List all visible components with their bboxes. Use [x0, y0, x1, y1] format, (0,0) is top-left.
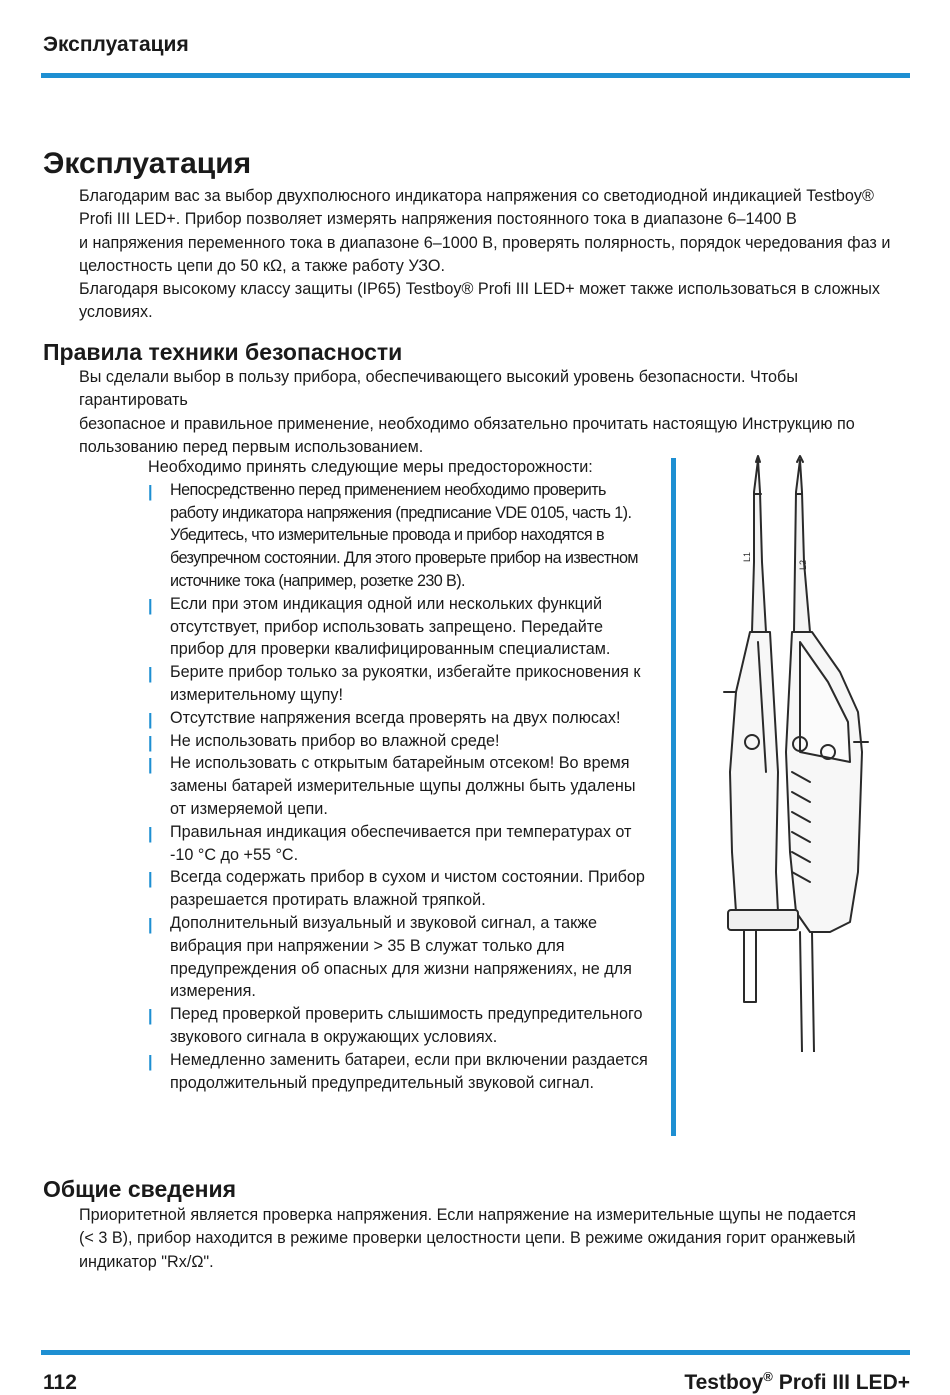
footer-brand: [684, 1369, 910, 1395]
bullet-bar: |: [148, 915, 153, 934]
list-item-text: Правильная индикация обеспечивается при температурах от -10 °C до +55 °C.: [170, 822, 632, 864]
operation-line: условиях.: [79, 303, 153, 322]
section-title-safety: Правила техники безопасности: [43, 339, 403, 365]
bullet-bar: |: [148, 596, 153, 615]
precautions-intro: Необходимо принять следующие меры предосторожности:: [148, 458, 593, 476]
bullet-bar: |: [148, 1052, 153, 1071]
safety-line: пользованию перед первым использованием.: [79, 437, 424, 456]
list-item-text: Непосредственно перед применением необходимо проверить работу индикатора напряжения (предписание VDE 0105, часть 1). Убедитесь, что измерительные провода и прибор находятся в безупречном состоянии. Для этого проверьте прибор на известном источнике тока (например, розетке 230 В).: [170, 480, 638, 590]
safety-text: [79, 366, 909, 459]
bullet-bar: |: [148, 870, 153, 889]
general-line: (< 3 В), прибор находится в режиме проверки целостности цепи. В режиме ожидания горит оранжевый: [79, 1229, 856, 1248]
safety-line: Вы сделали выбор в пользу прибора, обеспечивающего высокий уровень безопасности. Чтобы гарантировать: [79, 368, 798, 410]
list-item: [148, 1003, 648, 1049]
list-item-text: Если при этом индикация одной или нескольких функций отсутствует, прибор использовать запрещено. Передайте прибор для проверки квалифицированным специалистам.: [170, 594, 611, 659]
general-text: [79, 1204, 909, 1274]
list-item-text: Не использовать прибор во влажной среде!: [170, 731, 500, 750]
bullet-bar: |: [148, 756, 153, 775]
bullet-bar: |: [148, 1007, 153, 1026]
precautions-list: [148, 479, 648, 1095]
list-item-text: Отсутствие напряжения всегда проверять на двух полюсах!: [170, 708, 621, 727]
footer-rule: [41, 1350, 910, 1355]
list-item: [148, 593, 648, 661]
list-item: [148, 479, 648, 593]
list-item: [148, 912, 648, 1003]
operation-line: Благодарим вас за выбор двухполюсного индикатора напряжения со светодиодной индикацией Testboy®: [79, 187, 874, 205]
bullet-bar: |: [148, 665, 153, 684]
general-line: Приоритетной является проверка напряжения. Если напряжение на измерительные щупы не подается: [79, 1206, 856, 1224]
general-line: индикатор "Rx/Ω".: [79, 1252, 214, 1271]
model-name: Profi III LED+: [772, 1371, 910, 1394]
section-title-general: Общие сведения: [43, 1176, 237, 1202]
section-title-operation: Эксплуатация: [43, 147, 252, 180]
list-item: [148, 707, 648, 730]
side-accent-bar: [671, 458, 676, 1136]
operation-line: Profi III LED+. Прибор позволяет измерять напряжения постоянного тока в диапазоне 6–1400 В: [79, 210, 797, 229]
list-item-text: Всегда содержать прибор в сухом и чистом состоянии. Прибор разрешается протирать влажной тряпкой.: [170, 868, 645, 910]
operation-line: Благодаря высокому классу защиты (IP65) Testboy® Profi III LED+ может также использоваться в сложных: [79, 280, 880, 299]
safety-line: безопасное и правильное применение, необходимо обязательно прочитать настоящую Инструкцию по: [79, 414, 855, 433]
running-header-title: Эксплуатация: [43, 33, 189, 56]
page-number: 112: [43, 1371, 77, 1394]
list-item: [148, 866, 648, 912]
probe-label-l2: L2: [798, 559, 808, 570]
list-item: [148, 661, 648, 707]
list-item-text: Берите прибор только за рукоятки, избегайте прикосновения к измерительному щупу!: [170, 663, 641, 704]
header-rule: [41, 73, 910, 78]
list-item-text: Дополнительный визуальный и звуковой сигнал, а также вибрация при напряжении > 35 В служат только для предупреждения об опасных для жизни напряжениях, не для измерения.: [170, 913, 632, 1001]
bullet-bar: |: [148, 710, 153, 729]
operation-line: целостность цепи до 50 кΩ, а также работу УЗО.: [79, 256, 445, 275]
voltage-tester-illustration: [700, 452, 885, 1052]
list-item-text: Перед проверкой проверить слышимость предупредительного звукового сигнала в окружающих условиях.: [170, 1005, 643, 1046]
probe-label-l1: L1: [742, 551, 752, 562]
bullet-bar: |: [148, 482, 152, 501]
list-item: [148, 1049, 648, 1095]
bullet-bar: |: [148, 824, 153, 843]
list-item: [148, 730, 648, 753]
bullet-bar: |: [148, 733, 153, 752]
list-item: [148, 821, 648, 867]
operation-text: [79, 185, 909, 325]
list-item: [148, 752, 648, 820]
precautions-block: [148, 456, 648, 1094]
list-item-text: Немедленно заменить батареи, если при включении раздается продолжительный предупредительный звуковой сигнал.: [170, 1050, 648, 1092]
list-item-text: Не использовать с открытым батарейным отсеком! Во время замены батарей измерительные щупы должны быть удалены от измеряемой цепи.: [170, 754, 636, 818]
registered-mark: ®: [763, 1369, 773, 1384]
brand-name: Testboy: [684, 1371, 764, 1394]
operation-line: и напряжения переменного тока в диапазоне 6–1000 В, проверять полярность, порядок чередования фаз и: [79, 233, 891, 252]
